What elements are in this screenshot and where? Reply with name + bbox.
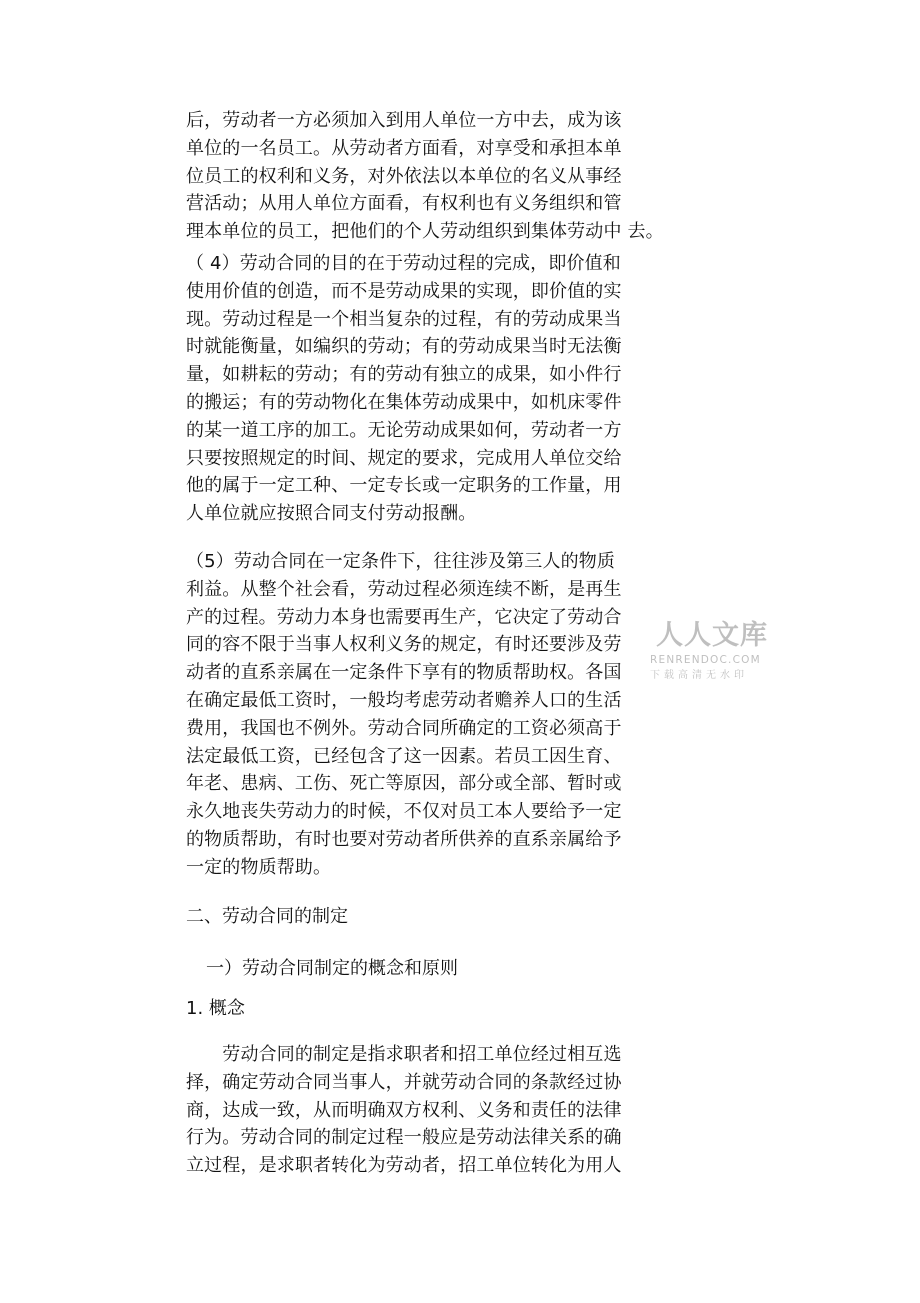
paragraph-concept [186, 1041, 666, 1180]
text-line: 只要按照规定的时间、规定的要求，完成用人单位交给 [186, 447, 622, 469]
text-line: 人单位就应按照合同支付劳动报酬。 [186, 503, 477, 525]
text-line: 时就能衡量，如编织的劳动；有的劳动成果当时无法衡 [186, 336, 622, 358]
watermark-title: 人人文库 [656, 620, 768, 651]
text-line: 动者的直系亲属在一定条件下享有的物质帮助权。各国 [186, 662, 622, 684]
paragraph-point-4 [186, 250, 666, 528]
text-line: 行为。劳动合同的制定过程一般应是劳动法律关系的确 [186, 1127, 622, 1149]
text-line: 理本单位的员工，把他们的个人劳动组织到集体劳动中 去。 [186, 221, 664, 243]
text-line: 劳动合同的制定是指求职者和招工单位经过相互选 [186, 1044, 622, 1065]
text-line: 营活动；从用人单位方面看，有权利也有义务组织和管 [186, 193, 622, 215]
watermark-slogan: 下载高清无水印 [650, 670, 748, 681]
watermark-domain: RENRENDOC.COM [650, 654, 761, 666]
paragraph-continuation [186, 107, 666, 246]
text-line: 永久地丧失劳动力的时候，不仅对员工本人要给予一定 [186, 801, 622, 823]
text-line: 使用价值的创造，而不是劳动成果的实现，即价值的实 [186, 280, 622, 302]
text-line: 的搬运；有的劳动物化在集体劳动成果中，如机床零件 [186, 391, 622, 413]
text-line: 的物质帮助，有时也要对劳动者所供养的直系亲属给予 [186, 828, 622, 850]
text-line: 一定的物质帮助。 [186, 856, 332, 878]
item-heading: 1. 概念 [186, 998, 245, 1019]
text-line: 他的属于一定工种、一定专长或一定职务的工作量，用 [186, 475, 622, 497]
text-line: 后，劳动者一方必须加入到用人单位一方中去，成为该 [186, 110, 622, 131]
text-line: 商，达成一致，从而明确双方权利、义务和责任的法律 [186, 1099, 622, 1121]
text-line: 在确定最低工资时，一般均考虑劳动者赡养人口的生活 [186, 689, 622, 711]
watermark-logo [650, 618, 775, 686]
text-line: 单位的一名员工。从劳动者方面看，对享受和承担本单 [186, 137, 622, 159]
text-line: 择，确定劳动合同当事人，并就劳动合同的条款经过协 [186, 1071, 622, 1093]
text-line: 位员工的权利和义务，对外依法以本单位的名义从事经 [186, 165, 622, 187]
subsection-heading: 一）劳动合同制定的概念和原则 [206, 958, 458, 979]
text-line: 量，如耕耘的劳动；有的劳动有独立的成果，如小件行 [186, 364, 622, 386]
paragraph-point-5 [186, 548, 666, 882]
text-line: 立过程，是求职者转化为劳动者，招工单位转化为用人 [186, 1155, 622, 1177]
text-line: 的某一道工序的加工。无论劳动成果如何，劳动者一方 [186, 419, 622, 441]
text-line: 利益。从整个社会看，劳动过程必须连续不断，是再生 [186, 578, 622, 600]
text-line: 现。劳动过程是一个相当复杂的过程，有的劳动成果当 [186, 308, 622, 330]
section-heading: 二、劳动合同的制定 [186, 906, 348, 927]
text-line: （ 4）劳动合同的目的在于劳动过程的完成，即价值和 [186, 253, 621, 274]
text-line: 法定最低工资，已经包含了这一因素。若员工因生育、 [186, 745, 622, 767]
text-line: 年老、患病、工伤、死亡等原因，部分或全部、暂时或 [186, 773, 622, 795]
text-line: （5）劳动合同在一定条件下，往往涉及第三人的物质 [186, 551, 616, 572]
text-line: 费用，我国也不例外。劳动合同所确定的工资必须高于 [186, 717, 622, 739]
text-line: 同的容不限于当事人权利义务的规定，有时还要涉及劳 [186, 634, 622, 656]
text-line: 产的过程。劳动力本身也需要再生产，它决定了劳动合 [186, 606, 622, 628]
